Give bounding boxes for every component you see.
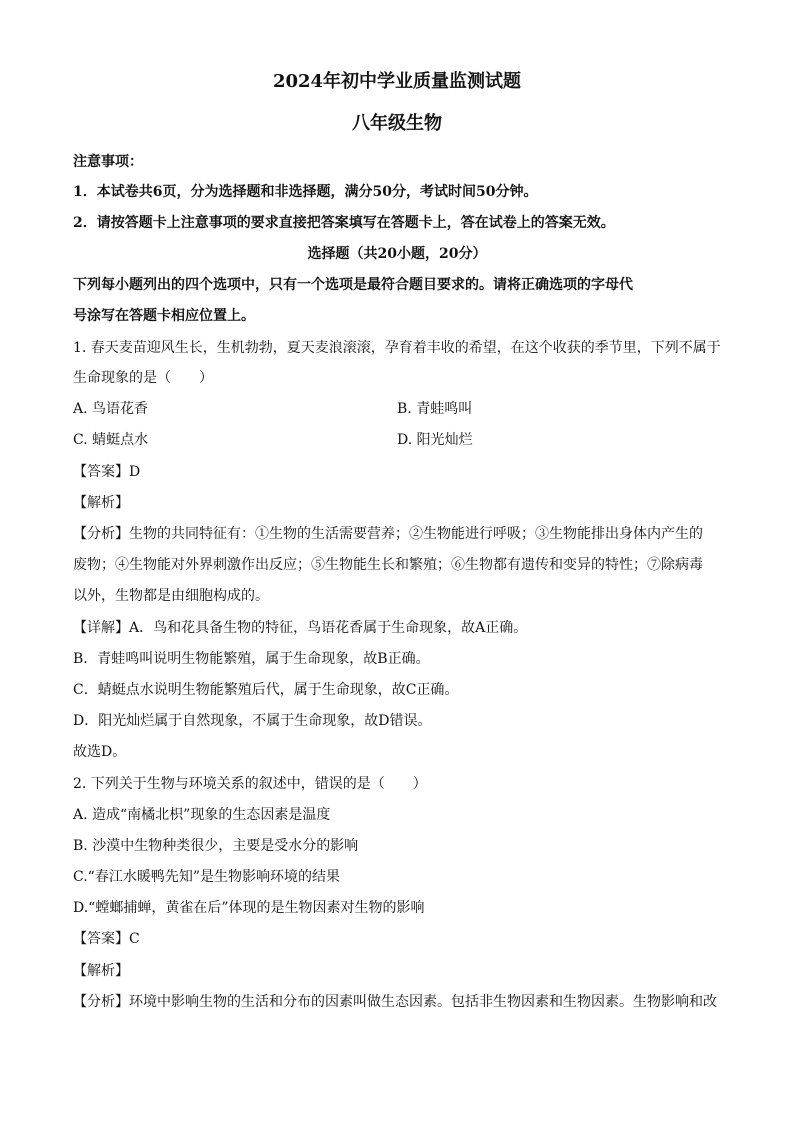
q2-fenxi-1: 【分析】环境中影响生物的生活和分布的因素叫做生态因素。包括非生物因素和生物因素。生物影响和改 — [73, 994, 717, 1010]
q1-options-row-2 — [73, 430, 734, 450]
q1-option-a: A. 鸟语花香 — [73, 401, 149, 417]
notice-heading: 注意事项： — [73, 154, 143, 170]
q1-analysis-tag: 【解析】 — [73, 495, 129, 511]
notice-item-2: 2．请按答题卡上注意事项的要求直接把答案填写在答题卡上，答在试卷上的答案无效。 — [73, 215, 615, 231]
q1-fenxi-3: 以外，生物都是由细胞构成的。 — [73, 588, 269, 604]
section-instruction-2: 号涂写在答题卡相应位置上。 — [73, 308, 255, 324]
q2-option-a: A. 造成“南橘北枳”现象的生态因素是温度 — [73, 807, 331, 823]
q1-stem-2: 生命现象的是（ ） — [73, 370, 213, 386]
q1-detail-3: C．蜻蜓点水说明生物能繁殖后代，属于生命现象，故C正确。 — [73, 682, 459, 698]
q1-conclusion: 故选D。 — [73, 744, 127, 760]
q1-options-row-1 — [73, 399, 734, 419]
q2-analysis-tag: 【解析】 — [73, 963, 129, 979]
q2-option-c: C.“春江水暖鸭先知”是生物影响环境的结果 — [73, 869, 340, 885]
notice-item-1: 1．本试卷共6页，分为选择题和非选择题，满分50分，考试时间50分钟。 — [73, 184, 538, 200]
q1-option-c: C. 蜻蜓点水 — [73, 432, 149, 448]
q1-detail-4: D．阳光灿烂属于自然现象，不属于生命现象，故D错误。 — [73, 713, 432, 729]
exam-title: 2024年初中学业质量监测试题 — [272, 71, 522, 92]
q1-option-b: B. 青蛙鸣叫 — [397, 401, 473, 417]
q1-fenxi-2: 废物；④生物能对外界刺激作出反应；⑤生物能生长和繁殖；⑥生物都有遗传和变异的特性；⑦除病毒 — [73, 557, 703, 573]
section-instruction-1: 下列每小题列出的四个选项中，只有一个选项是最符合题目要求的。请将正确选项的字母代 — [73, 277, 633, 293]
q2-stem: 2. 下列关于生物与环境关系的叙述中，错误的是（ ） — [73, 776, 427, 792]
q1-fenxi-1: 【分析】生物的共同特征有：①生物的生活需要营养；②生物能进行呼吸；③生物能排出身体内产生的 — [73, 526, 703, 542]
exam-subtitle: 八年级生物 — [352, 113, 442, 134]
q1-option-d: D. 阳光灿烂 — [397, 432, 473, 448]
section-title: 选择题（共20小题，20分） — [307, 246, 487, 262]
q1-detail-2: B．青蛙鸣叫说明生物能繁殖，属于生命现象，故B正确。 — [73, 651, 430, 667]
q2-option-d: D.“螳螂捕蝉，黄雀在后”体现的是生物因素对生物的影响 — [73, 900, 425, 916]
q1-stem-1: 1. 春天麦苗迎风生长，生机勃勃，夏天麦浪滚滚，孕育着丰收的希望，在这个收获的季节里，下列不属于 — [73, 340, 721, 356]
q2-option-b: B. 沙漠中生物种类很少，主要是受水分的影响 — [73, 838, 359, 854]
q1-detail-1: 【详解】A．鸟和花具备生物的特征，鸟语花香属于生命现象，故A正确。 — [73, 620, 528, 636]
q2-answer: 【答案】C — [73, 931, 140, 947]
q1-answer: 【答案】D — [73, 464, 141, 480]
